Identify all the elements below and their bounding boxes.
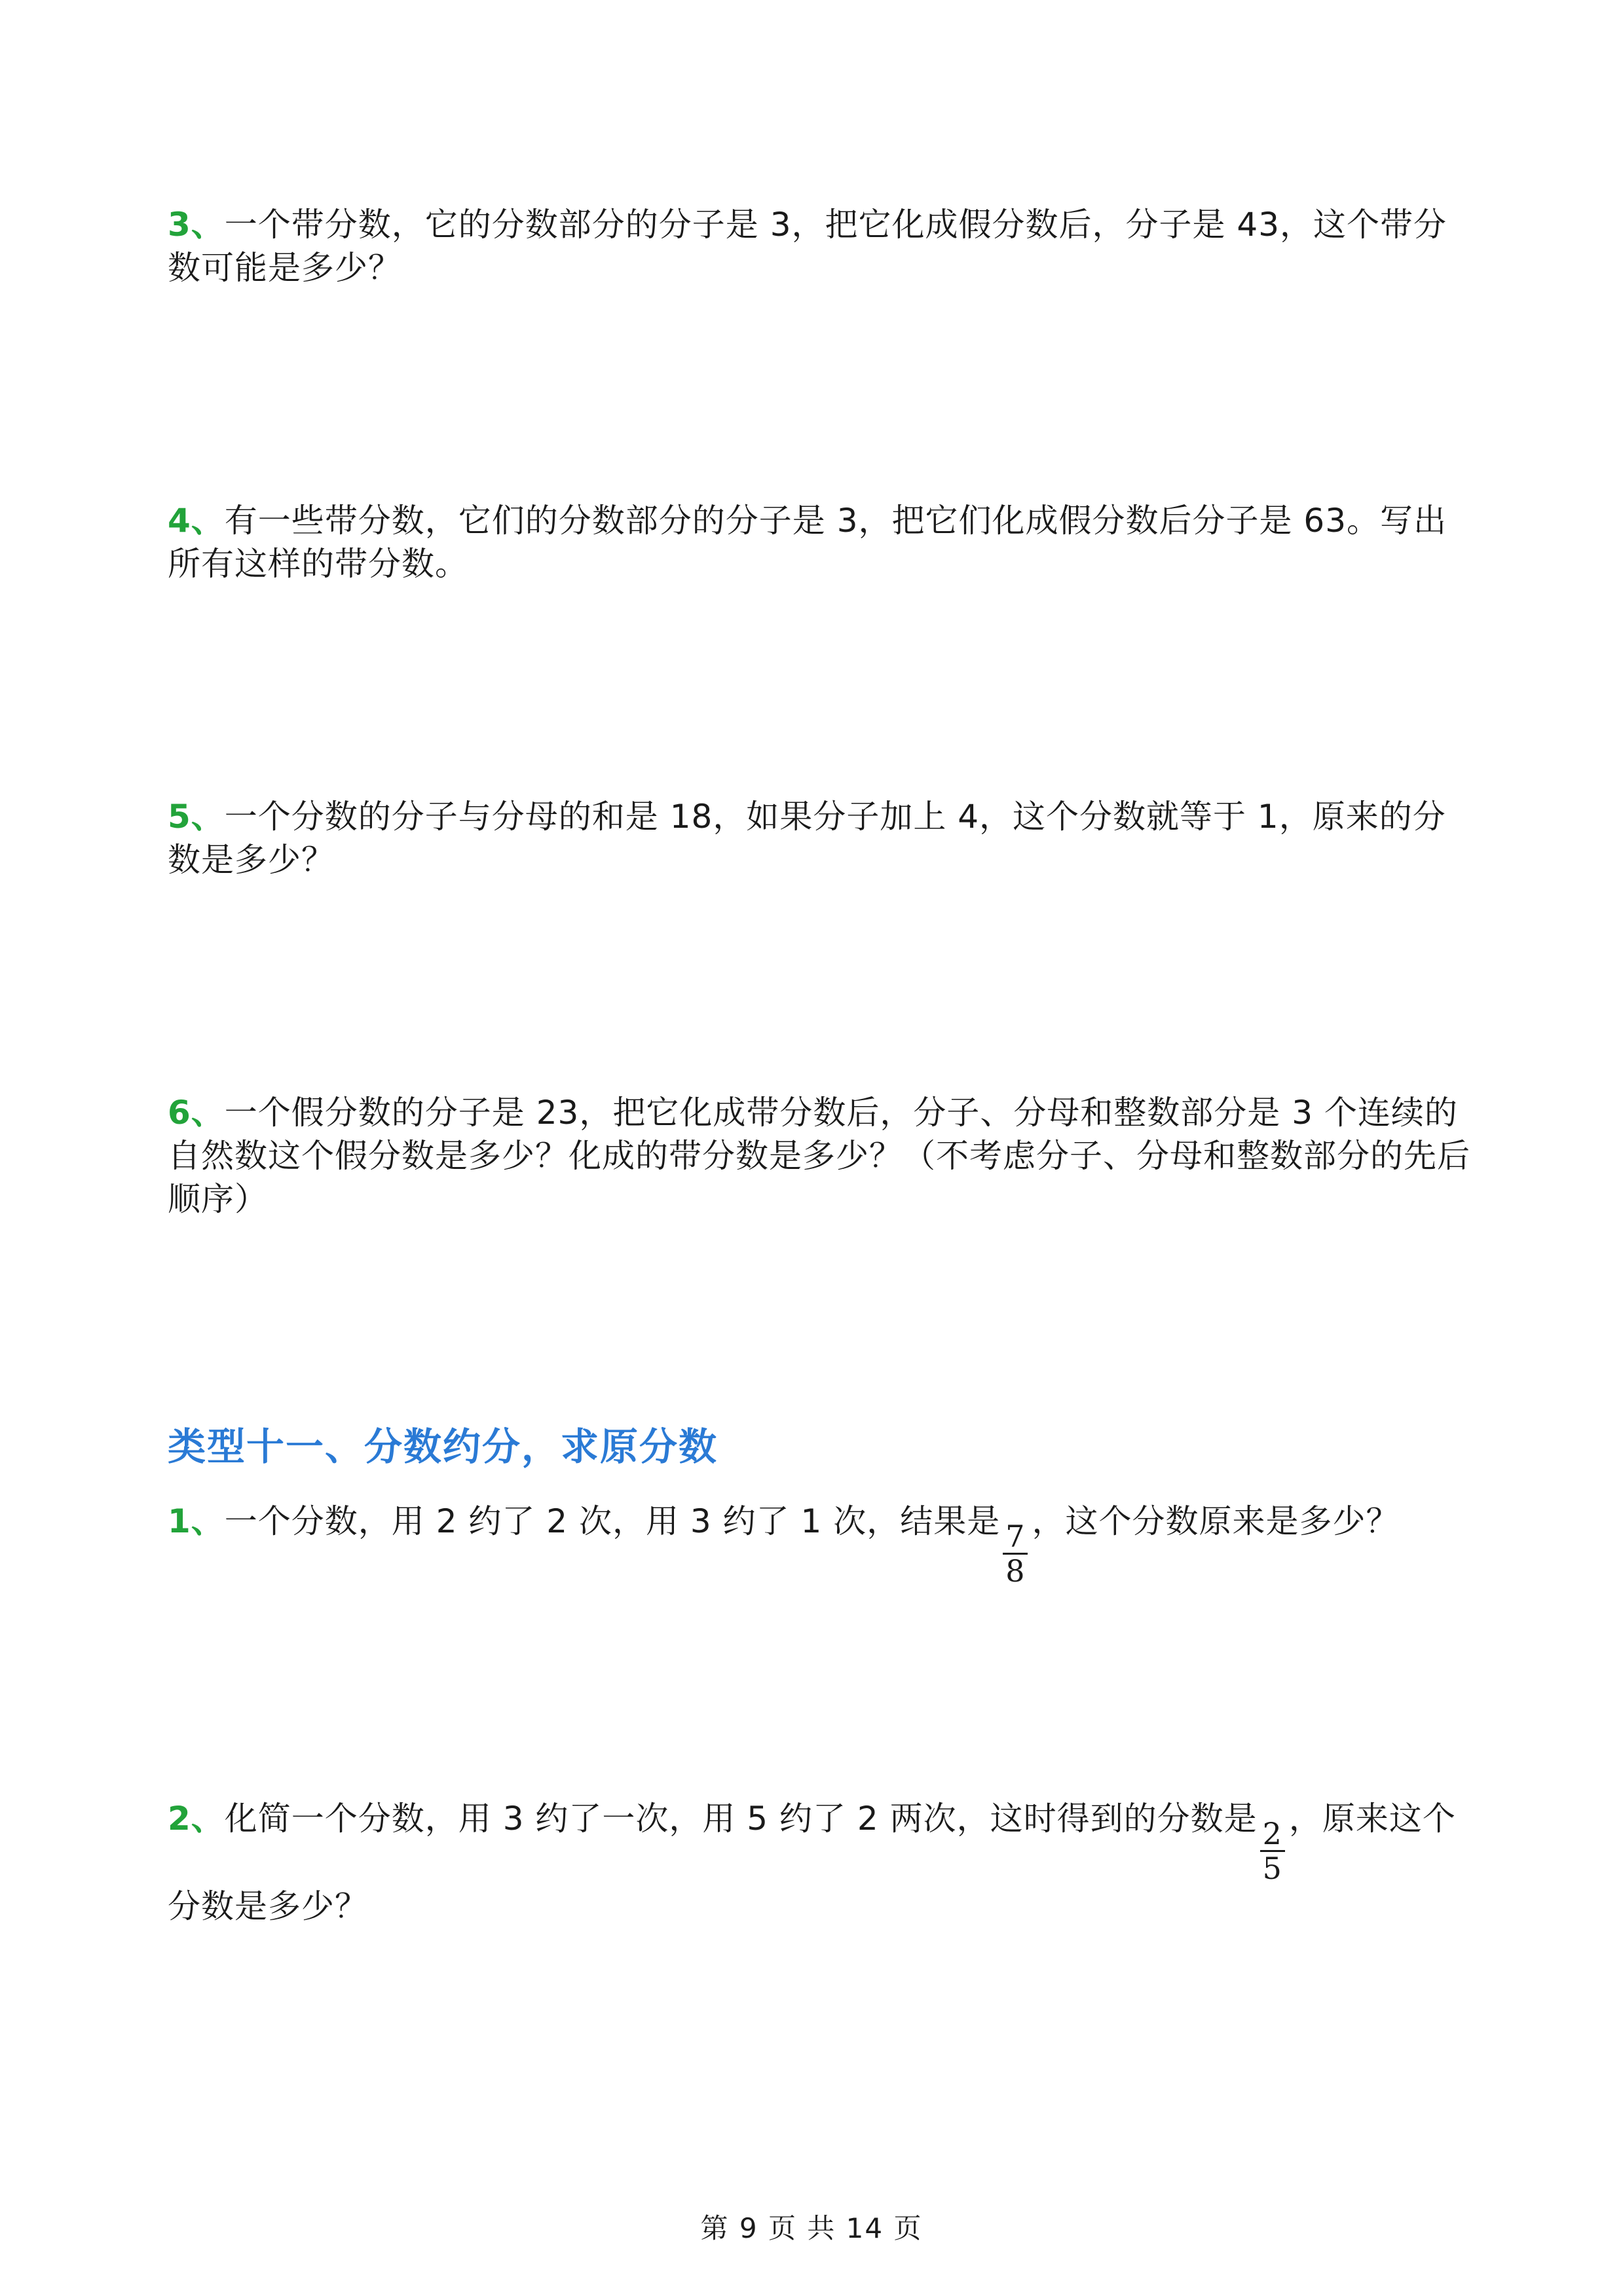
fraction — [1003, 1520, 1028, 1587]
problem-4 — [168, 499, 1471, 585]
problem-3 — [168, 203, 1471, 289]
problem-number: 5、 — [168, 798, 225, 836]
problem-number: 6、 — [168, 1094, 225, 1132]
problem-number: 1、 — [168, 1502, 225, 1540]
problem-5 — [168, 795, 1471, 881]
problem-number: 4、 — [168, 502, 225, 540]
section-problem-2 — [168, 1797, 1471, 1928]
problem-number: 3、 — [168, 206, 225, 244]
fraction-denominator: 5 — [1262, 1851, 1282, 1886]
problem-text: 有一些带分数，它们的分数部分的分子是 3，把它们化成假分数后分子是 63。写出所有这样的带分数。 — [168, 502, 1447, 583]
problem-text-end: ，这个分数原来是多少？ — [1032, 1502, 1400, 1540]
problem-text: 化简一个分数，用 3 约了一次，用 5 约了 2 两次，这时得到的分数是 — [224, 1800, 1258, 1838]
problem-number: 2、 — [168, 1800, 225, 1838]
problem-text: 一个分数，用 2 约了 2 次，用 3 约了 1 次，结果是 — [224, 1502, 1001, 1540]
section-problem-1 — [168, 1500, 1471, 1587]
page-footer: 第 9 页 共 14 页 — [700, 2212, 923, 2244]
problem-text: 一个假分数的分子是 23，把它化成带分数后，分子、分母和整数部分是 3 个连续的自然数这个假分数是多少？化成的带分数是多少？（不考虑分子、分母和整数部分的先后顺序） — [168, 1094, 1470, 1218]
fraction-denominator: 8 — [1005, 1553, 1026, 1589]
fraction — [1260, 1817, 1285, 1885]
section-heading: 类型十一、分数约分，求原分数 — [168, 1424, 718, 1469]
fraction-numerator: 2 — [1260, 1817, 1285, 1852]
problem-text-end: ，原来这个分数是多少？ — [168, 1800, 1456, 1925]
problem-text: 一个带分数，它的分数部分的分子是 3，把它化成假分数后，分子是 43，这个带分数可能是多少？ — [168, 206, 1447, 287]
fraction-numerator: 7 — [1003, 1520, 1028, 1555]
problem-text: 一个分数的分子与分母的和是 18，如果分子加上 4，这个分数就等于 1，原来的分数是多少？ — [168, 798, 1446, 879]
problem-6 — [168, 1091, 1471, 1221]
